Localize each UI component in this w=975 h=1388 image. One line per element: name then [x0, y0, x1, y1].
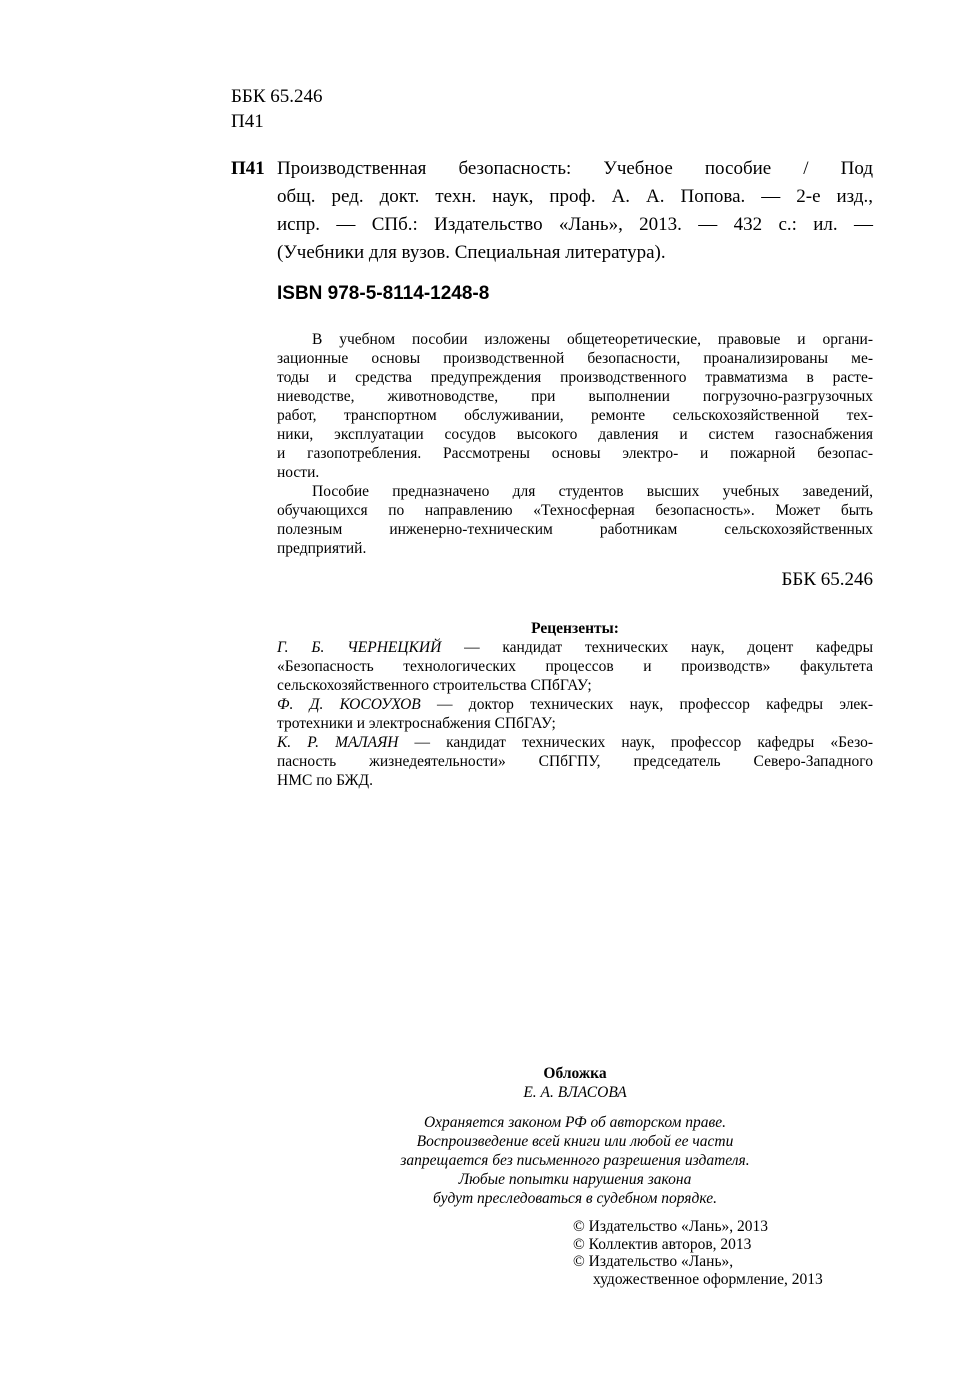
- biblio-line: общ. ред. докт. техн. наук, проф. А. А. Попова. — 2-е изд.,: [277, 186, 873, 207]
- copyright-line: © Издательство «Лань», 2013: [573, 1218, 769, 1235]
- copyright-notice: [277, 1113, 873, 1208]
- abstract-line: предприятий.: [277, 540, 367, 557]
- reviewer-name: Г. Б. ЧЕРНЕЦКИЙ: [277, 639, 442, 656]
- bbk-index-right: ББК 65.246: [781, 569, 873, 590]
- copyright-line: © Коллектив авторов, 2013: [573, 1235, 752, 1253]
- reviewers: [277, 619, 873, 790]
- notice-line: будут преследоваться в судебном порядке.: [433, 1190, 717, 1207]
- biblio-line: (Учебники для вузов. Специальная литература).: [277, 242, 666, 263]
- abstract-line: полезным инженерно-техническим работникам сельскохозяйственных: [277, 521, 873, 538]
- reviewer-text: тротехники и электроснабжения СПбГАУ;: [277, 715, 556, 732]
- copyright-line: © Издательство «Лань»,: [573, 1253, 734, 1270]
- abstract-line: и газопотребления. Рассмотрены основы электро- и пожарной безопас-: [277, 445, 873, 462]
- abstract-line: ники, эксплуатации сосудов высокого давления и систем газоснабжения: [277, 426, 873, 443]
- reviewer-text: пасность жизнедеятельности» СПбГПУ, председатель Северо-Западного: [277, 753, 873, 770]
- cover-credit: [277, 1064, 873, 1102]
- reviewer-text: сельскохозяйственного строительства СПбГАУ;: [277, 677, 592, 694]
- cover-designer: Е. А. ВЛАСОВА: [523, 1084, 627, 1101]
- isbn: ISBN 978-5-8114-1248-8: [277, 283, 490, 304]
- abstract-line: ниеводстве, животноводстве, при выполнении погрузочно-разгрузочных: [277, 388, 873, 405]
- abstract-line: В учебном пособии изложены общетеоретические, правовые и органи-: [312, 331, 873, 348]
- bbk-index-top: [231, 84, 323, 134]
- copyright-block: [573, 1218, 823, 1288]
- author-mark: П41: [231, 111, 264, 132]
- reviewer-text: — доктор технических наук, профессор кафедры элек-: [420, 696, 873, 713]
- abstract-line: работ, транспортном обслуживании, ремонте сельскохозяйственной тех-: [277, 407, 873, 424]
- biblio-line: Производственная безопасность: Учебное пособие / Под: [277, 158, 873, 179]
- notice-line: Охраняется законом РФ об авторском праве.: [423, 1114, 727, 1131]
- reviewer-name: К. Р. МАЛАЯН: [277, 734, 399, 751]
- abstract-line: ности.: [277, 464, 320, 481]
- bibliographic-description: [277, 155, 873, 267]
- author-mark-label: П41: [231, 158, 265, 179]
- reviewer-text: «Безопасность технологических процессов и производств» факультета: [277, 658, 873, 675]
- abstract-line: Пособие предназначено для студентов высших учебных заведений,: [312, 483, 873, 500]
- abstract-line: зационные основы производственной безопасности, проанализированы ме-: [277, 350, 873, 367]
- reviewer-name: Ф. Д. КОСОУХОВ: [277, 696, 421, 713]
- cover-heading: Обложка: [543, 1065, 607, 1082]
- reviewer-text: — кандидат технических наук, профессор кафедры «Безо-: [398, 734, 874, 751]
- biblio-line: испр. — СПб.: Издательство «Лань», 2013. — 432 с.: ил. —: [277, 214, 873, 235]
- notice-line: запрещается без письменного разрешения издателя.: [400, 1152, 750, 1169]
- copyright-line: художественное оформление, 2013: [593, 1270, 823, 1288]
- abstract-line: тоды и средства предупреждения производственного травматизма в расте-: [277, 369, 873, 386]
- abstract-line: обучающихся по направлению «Техносферная безопасность». Может быть: [277, 502, 873, 519]
- reviewer-text: — кандидат технических наук, доцент кафедры: [441, 639, 873, 656]
- reviewers-heading: Рецензенты:: [531, 620, 619, 637]
- bbk-code: ББК 65.246: [231, 86, 323, 107]
- notice-line: Любые попытки нарушения закона: [458, 1171, 692, 1188]
- abstract: [277, 330, 873, 558]
- reviewer-text: НМС по БЖД.: [277, 772, 373, 789]
- notice-line: Воспроизведение всей книги или любой ее части: [416, 1133, 734, 1150]
